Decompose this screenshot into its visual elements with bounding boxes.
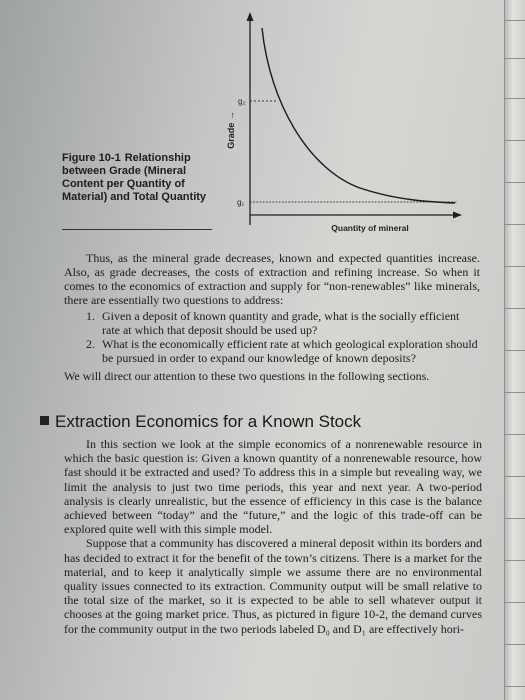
body-text-bottom: [64, 437, 482, 636]
paragraph-transition: We will direct our attention to these two questions in the following sections.: [64, 369, 430, 383]
paragraph-1: Thus, as the mineral grade decreases, known and expected quantities increase. Also, as grade decreases, the costs of extraction and refining increase. So when it comes to the economics of extraction and supply for “non-renewables” like minerals, there are essentially two questions to address:: [64, 251, 480, 307]
section-bullet-icon: [40, 416, 49, 425]
paragraph-3: Suppose that a community has discovered a mineral deposit within its borders and has decided to extract it for the benefit of the town’s citizens. There is a market for the material, and to keep it analytically simple we assume there are no environmental quality issues connected to its extraction. Community output will be small relative to the total size of the market, so it is expected to be able to sell whatever output it chooses at the going market price. Thus, as pictured in figure 10-2, the demand curves for the community output in the two periods labeled D₀ and D₁ are effectively hori-: [64, 536, 482, 636]
caption-rule: [62, 229, 212, 230]
list-item: 2. What is the economically efficient rate at which geological exploration should be pursued in order to expand our knowledge of known deposits?: [86, 337, 478, 365]
question-list: [64, 309, 480, 365]
marker-g2: g₂: [238, 97, 246, 106]
list-item: 1. Given a deposit of known quantity and grade, what is the socially efficient rate at which that deposit should be used up?: [86, 309, 460, 337]
x-axis-arrow: [453, 212, 462, 219]
section-heading: [40, 412, 500, 432]
section-title: Extraction Economics for a Known Stock: [55, 412, 362, 431]
y-axis-arrow: [247, 12, 254, 21]
marker-g1: g₁: [237, 198, 245, 207]
figure-caption: [62, 152, 212, 204]
x-axis-label: Quantity of mineral: [331, 223, 409, 233]
y-axis-label: Grade →: [226, 111, 236, 149]
page-edge: [504, 0, 525, 700]
figure-caption-text: Relationship between Grade (Mineral Content per Quantity of Material) and Total Quantity: [62, 152, 207, 203]
grade-quantity-chart: [210, 10, 470, 235]
paragraph-2: In this section we look at the simple economics of a nonrenewable resource in which the basic question is: Given a known quantity of a nonrenewable resource, how fast should it be extracted and used? To address this in a simple but revealing way, we limit the analysis to just two time periods, this year and next year. A two-period analysis is clearly unrealistic, but the essence of efficiency in this case is the balance achieved between “today” and the “future,” and the logic of this trade-off can be explored quite well with this simple model.: [64, 437, 482, 537]
body-text-top: [64, 251, 480, 383]
grade-curve: [262, 28, 455, 203]
figure-number: Figure 10-1: [62, 152, 121, 164]
